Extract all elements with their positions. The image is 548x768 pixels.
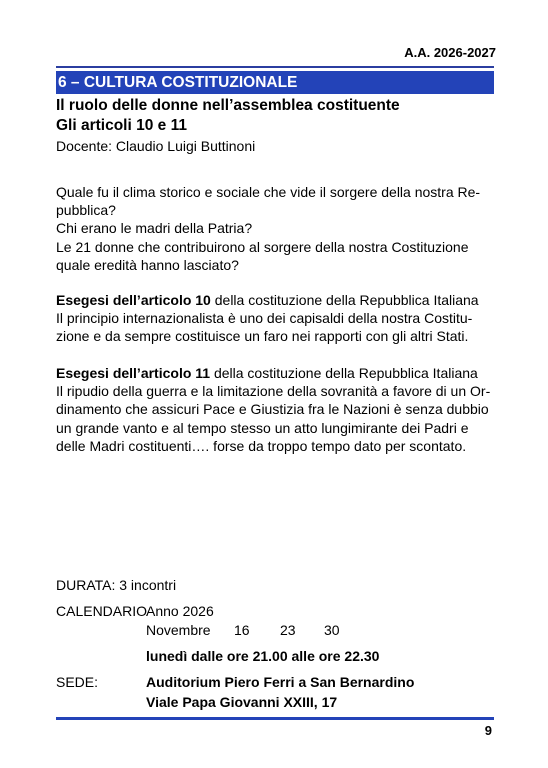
article-11-line: delle Madri costituenti…. forse da troppo tempo dato per scontato. — [56, 437, 467, 454]
calendar-date: 23 — [280, 622, 296, 638]
article-11-heading — [56, 364, 501, 382]
duration: DURATA: 3 incontri — [56, 577, 177, 593]
article-11-heading-rest: della costituzione della Repubblica Italiana — [210, 365, 478, 381]
teacher-name: Docente: Claudio Luigi Buttinoni — [56, 138, 256, 154]
article-11-heading-bold: Esegesi dell’articolo 11 — [56, 365, 211, 381]
article-10-line: Il principio internazionalista è uno dei capisaldi della nostra Costitu- — [56, 310, 473, 327]
article-11-line: un grande vanto e al tempo stesso un atto lungimirante dei Padri e — [56, 419, 469, 436]
course-subtitle-1: Il ruolo delle donne nell’assemblea costituente — [56, 97, 400, 114]
calendar-date: 30 — [324, 622, 340, 638]
article-11-line: Il ripudio della guerra e la limitazione della sovranità a favore di un Or- — [56, 383, 491, 400]
calendar-month: Novembre — [146, 622, 211, 638]
intro-line: quale eredità hanno lasciato? — [56, 256, 239, 273]
intro-line: pubblica? — [56, 202, 116, 219]
schedule-time: lunedì dalle ore 21.00 alle ore 22.30 — [146, 648, 380, 664]
calendar-year: Anno 2026 — [146, 603, 214, 619]
academic-year: A.A. 2026-2027 — [404, 45, 496, 60]
calendar-label: CALENDARIO — [56, 603, 148, 619]
intro-paragraph — [56, 183, 501, 274]
article-10-heading-rest: della costituzione della Repubblica Italiana — [210, 292, 479, 308]
venue-label: SEDE: — [56, 674, 99, 690]
intro-line: Chi erano le madri della Patria? — [56, 220, 253, 237]
article-10-heading-bold: Esegesi dell’articolo 10 — [56, 292, 211, 308]
top-rule — [56, 66, 494, 68]
article-11-line: dinamento che assicuri Pace e Giustizia fra le Nazioni è senza dubbio — [56, 401, 489, 418]
article-10-paragraph — [56, 291, 501, 346]
article-11-paragraph — [56, 364, 501, 455]
section-title-bar — [56, 71, 494, 94]
page-number: 9 — [484, 723, 492, 738]
calendar-date: 16 — [234, 622, 250, 638]
bottom-rule — [56, 717, 494, 720]
venue-address: Viale Papa Giovanni XXIII, 17 — [146, 694, 338, 710]
section-title: 6 – CULTURA COSTITUZIONALE — [58, 74, 298, 91]
article-10-line: zione e da sempre costituisce un faro nei rapporti con gli altri Stati. — [56, 328, 469, 345]
course-subtitle-2: Gli articoli 10 e 11 — [56, 117, 187, 134]
intro-line: Quale fu il clima storico e sociale che vide il sorgere della nostra Re- — [56, 184, 481, 200]
intro-line: Le 21 donne che contribuirono al sorgere della nostra Costituzione — [56, 238, 469, 255]
venue-name: Auditorium Piero Ferri a San Bernardino — [146, 674, 415, 690]
article-10-heading — [56, 291, 501, 309]
